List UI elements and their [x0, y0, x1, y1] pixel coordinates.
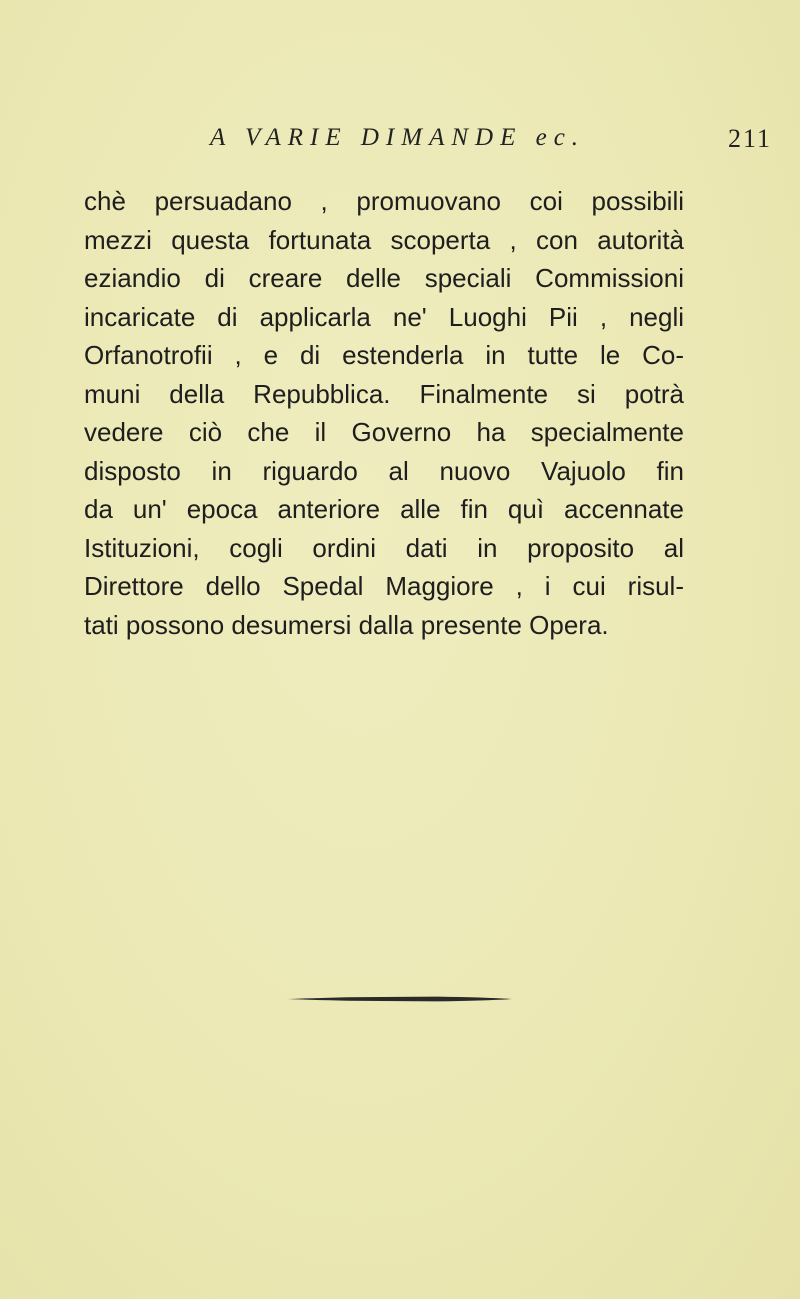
text-line: eziandio di creare delle speciali Commissioni: [84, 263, 684, 293]
text-line: da un' epoca anteriore alle fin quì accennate: [84, 494, 684, 524]
ornament-rule: [288, 996, 512, 1002]
text-line: Istituzioni, cogli ordini dati in proposito al: [84, 532, 684, 563]
text-line: chè persuadano , promuovano coi possibili: [84, 186, 684, 216]
text-line: disposto in riguardo al nuovo Vajuolo fin: [84, 455, 684, 486]
text-line: Direttore dello Spedal Maggiore , i cui risul-: [84, 571, 684, 601]
running-title: A VARIE DIMANDE ec.: [210, 124, 586, 151]
text-line: muni della Repubblica. Finalmente si potrà: [84, 378, 684, 409]
text-line: tati possono desumersi dalla presente Opera.: [84, 609, 609, 640]
running-header: [210, 124, 780, 164]
body-paragraph: [84, 182, 684, 644]
text-line: incaricate di applicarla ne' Luoghi Pii , negli: [84, 301, 684, 332]
text-line: Orfanotrofii , e di estenderla in tutte le Co-: [84, 340, 684, 370]
text-line: vedere ciò che il Governo ha specialmente: [84, 417, 684, 447]
text-line: mezzi questa fortunata scoperta , con autorità: [84, 224, 684, 255]
page-number: 211: [727, 124, 772, 153]
